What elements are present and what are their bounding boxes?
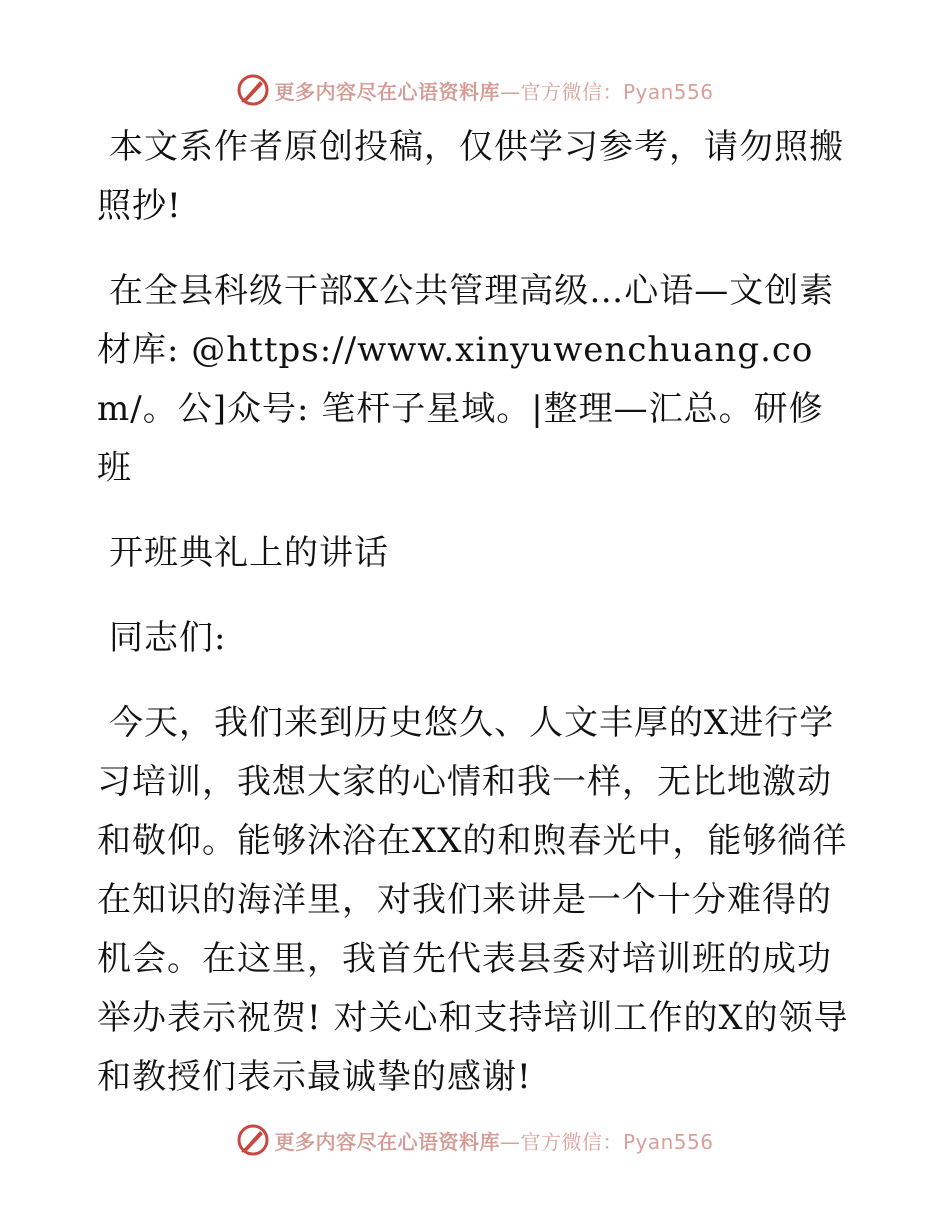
header-watermark <box>0 70 950 110</box>
salutation <box>97 609 857 668</box>
watermark-lead: 更多内容尽在心语资料库 <box>274 1129 500 1154</box>
paragraph-text: 本文系作者原创投稿，仅供学习参考，请勿照搬照抄! <box>97 127 844 226</box>
paragraph-source <box>97 262 857 498</box>
watermark-wechat: 官方微信：Pyan556 <box>520 79 714 104</box>
watermark-dash: — <box>499 1129 521 1154</box>
paragraph-body <box>97 694 857 1107</box>
quill-pen-logo-icon <box>236 73 270 107</box>
quill-pen-logo-icon <box>236 1123 270 1157</box>
watermark-lead: 更多内容尽在心语资料库 <box>274 79 500 104</box>
watermark-text <box>274 76 713 105</box>
watermark-dash: — <box>499 79 521 104</box>
footer-watermark <box>0 1120 950 1160</box>
paragraph-text: 同志们: <box>109 618 227 658</box>
document-body <box>97 118 857 1133</box>
paragraph-text: 今天，我们来到历史悠久、人文丰厚的X进行学习培训，我想大家的心情和我一样，无比地激动和敬仰。能够沐浴在XX的和煦春光中，能够徜徉在知识的海洋里，对我们来讲是一个十分难得的机会。在这里，我首先代表县委对培训班的成功举办表示祝贺! 对关心和支持培训工作的X的领导和教授们表示最诚挚的感谢! <box>97 703 849 1097</box>
paragraph-text: 在全县科级干部X公共管理高级…心语—文创素材库: @https://www.xinyuwenchuang.com/。公]众号: 笔杆子星域。|整理—汇总。研修班 <box>97 271 835 488</box>
watermark-wechat: 官方微信：Pyan556 <box>520 1129 714 1154</box>
paragraph-text: 开班典礼上的讲话 <box>109 533 389 573</box>
paragraph-notice <box>97 118 857 236</box>
speech-title <box>97 524 857 583</box>
watermark-text <box>274 1126 713 1155</box>
